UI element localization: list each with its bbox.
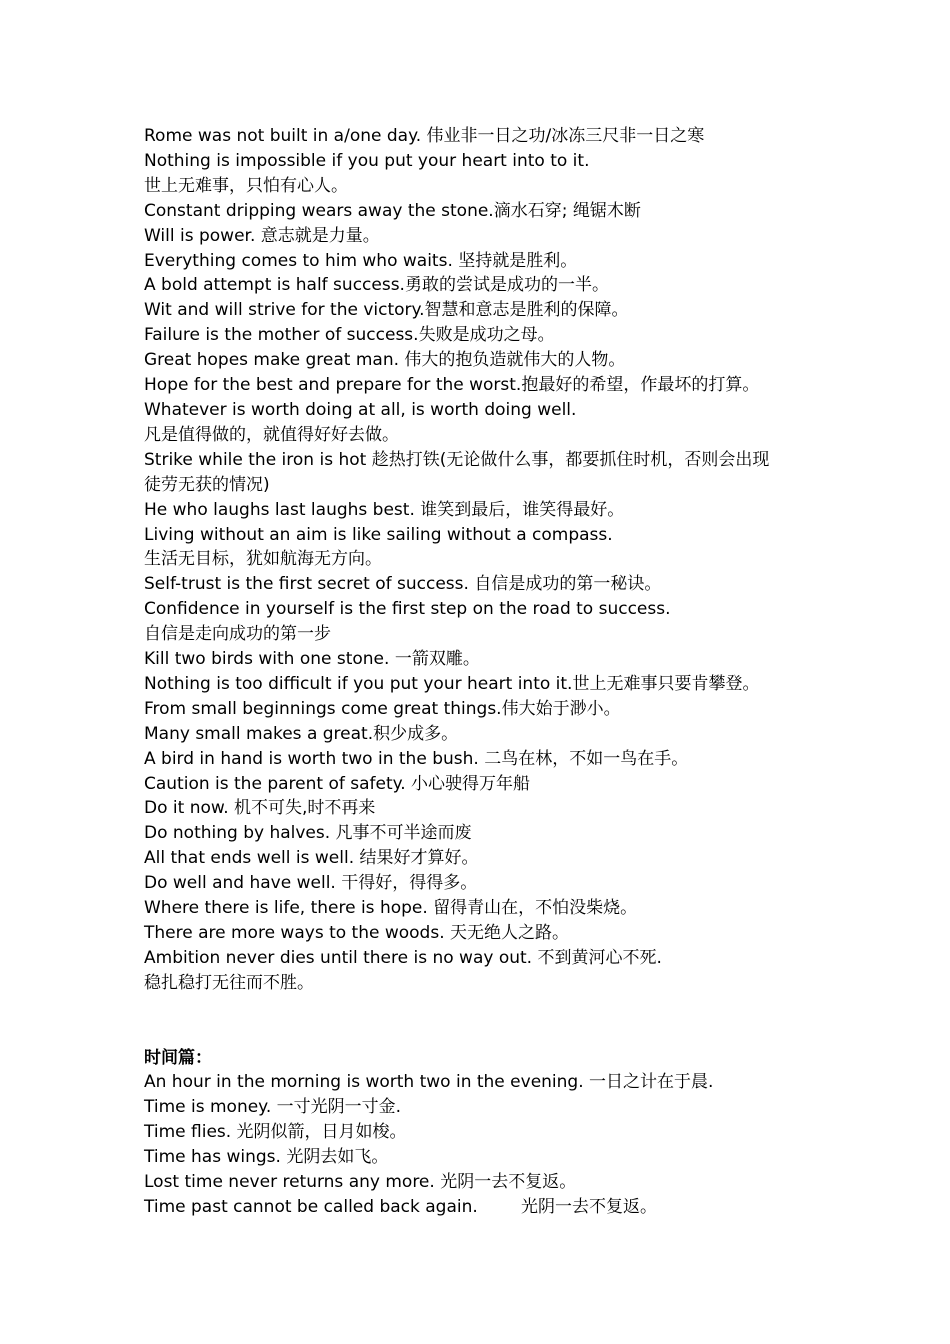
proverb-line: 徒劳无获的情况) [144, 474, 270, 495]
proverb-line: Do well and have well. 干得好，得得多。 [144, 873, 478, 894]
time-section [144, 1046, 824, 1220]
time-proverb-line: Time is money. 一寸光阴一寸金. [144, 1097, 402, 1118]
proverb-line: Nothing is too difficult if you put your heart into it.世上无难事只要肯攀登。 [144, 673, 760, 694]
proverb-line: Caution is the parent of safety. 小心驶得万年船 [144, 773, 531, 794]
proverb-line: Where there is life, there is hope. 留得青山在，不怕没柴烧。 [144, 898, 638, 919]
proverb-list [144, 124, 824, 996]
proverb-line: He who laughs last laughs best. 谁笑到最后，谁笑得最好。 [144, 499, 625, 520]
proverb-line: Do it now. 机不可失,时不再来 [144, 798, 376, 819]
proverb-line: Rome was not built in a/one day. 伟业非一日之功/冰冻三尺非一日之寒 [144, 126, 705, 146]
time-proverb-line: Lost time never returns any more. 光阴一去不复返。 [144, 1172, 577, 1193]
proverb-line: Kill two birds with one stone. 一箭双雕。 [144, 649, 480, 670]
section-spacer [144, 996, 824, 1046]
proverb-line: 自信是走向成功的第一步 [144, 624, 331, 645]
proverb-line: Nothing is impossible if you put your heart into to it. [144, 150, 590, 171]
proverb-line: Constant dripping wears away the stone.滴水石穿; 绳锯木断 [144, 200, 641, 221]
proverb-line: From small beginnings come great things.伟大始于渺小。 [144, 698, 621, 719]
time-proverb-line: Time past cannot be called back again. 光阴一去不复返。 [144, 1196, 658, 1217]
proverb-line: Living without an aim is like sailing without a compass. [144, 524, 613, 545]
proverb-line: 凡是值得做的，就值得好好去做。 [144, 424, 399, 445]
proverb-line: Do nothing by halves. 凡事不可半途而废 [144, 823, 472, 844]
proverb-line: Strike while the iron is hot 趁热打铁(无论做什么事，都要抓住时机，否则会出现 [144, 449, 770, 470]
proverb-line: Self-trust is the first secret of success. 自信是成功的第一秘诀。 [144, 574, 662, 595]
proverb-line: 稳扎稳打无往而不胜。 [144, 972, 314, 993]
document-body [144, 124, 824, 1220]
proverb-line: Ambition never dies until there is no way out. 不到黄河心不死. [144, 947, 662, 968]
proverb-line: 世上无难事，只怕有心人。 [144, 175, 348, 196]
proverb-line: Will is power. 意志就是力量。 [144, 225, 380, 246]
proverb-line: There are more ways to the woods. 天无绝人之路。 [144, 923, 570, 943]
proverb-line: Wit and will strive for the victory.智慧和意志是胜利的保障。 [144, 300, 629, 321]
proverb-line: All that ends well is well. 结果好才算好。 [144, 848, 479, 869]
proverb-line: Great hopes make great man. 伟大的抱负造就伟大的人物。 [144, 350, 626, 371]
proverb-line: Many small makes a great.积少成多。 [144, 723, 459, 744]
proverb-line: Hope for the best and prepare for the worst.抱最好的希望，作最坏的打算。 [144, 375, 760, 396]
time-proverb-line: An hour in the morning is worth two in the evening. 一日之计在于晨. [144, 1072, 714, 1093]
proverb-line: 生活无目标，犹如航海无方向。 [144, 549, 382, 570]
proverb-line: Confidence in yourself is the first step on the road to success. [144, 599, 671, 620]
proverb-line: Whatever is worth doing at all, is worth doing well. [144, 399, 577, 420]
proverb-line: Failure is the mother of success.失败是成功之母。 [144, 325, 555, 346]
proverb-line: A bold attempt is half success.勇敢的尝试是成功的一半。 [144, 275, 609, 296]
time-proverb-line: Time flies. 光阴似箭，日月如梭。 [144, 1122, 407, 1143]
time-proverb-line: Time has wings. 光阴去如飞。 [144, 1147, 389, 1168]
proverb-line: A bird in hand is worth two in the bush. 二鸟在林，不如一鸟在手。 [144, 748, 689, 769]
proverb-line: Everything comes to him who waits. 坚持就是胜利。 [144, 250, 578, 271]
section-heading: 时间篇： [144, 1047, 212, 1068]
